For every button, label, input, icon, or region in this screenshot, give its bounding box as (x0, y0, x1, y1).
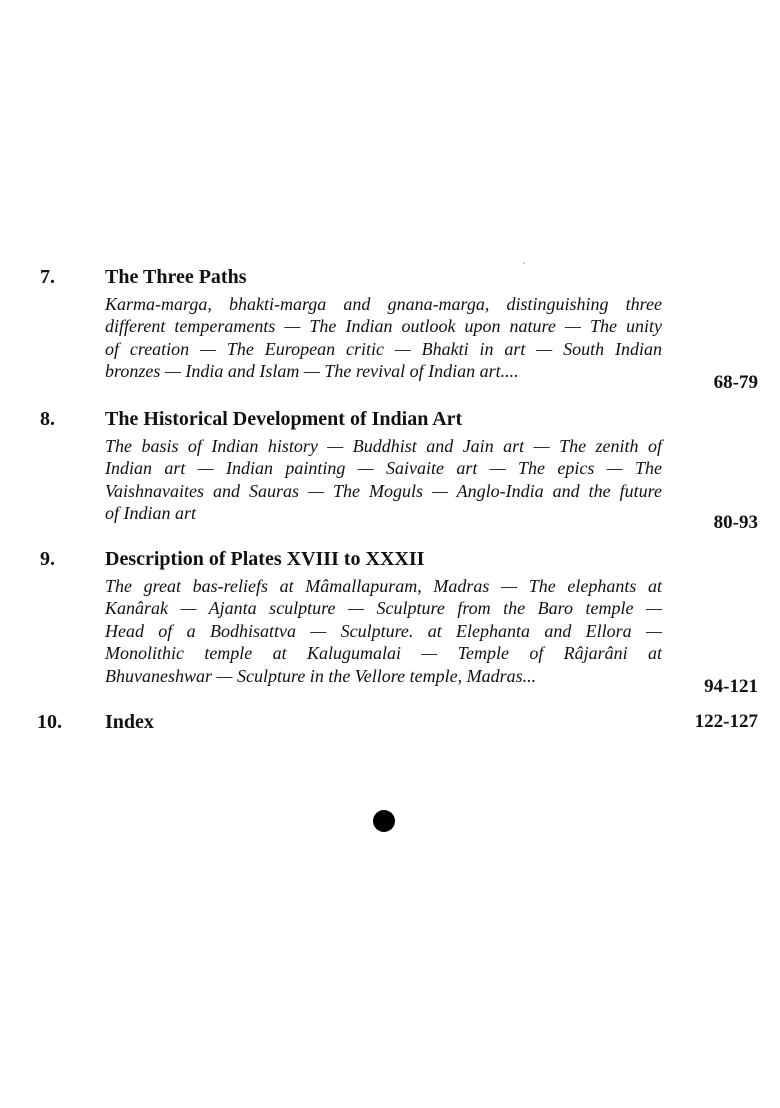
chapter-description (105, 293, 662, 383)
page-range: 68-79 (713, 372, 758, 393)
chapter-title: The Historical Development of Indian Art (105, 408, 463, 430)
description-line: different temperaments — The Indian outlook upon nature — The unity (105, 316, 662, 337)
description-line: Monolithic temple at Kalugumalai — Temple of Râjarâni at (105, 643, 662, 664)
chapter-description (105, 435, 662, 525)
description-line: bronzes — India and Islam — The revival of Indian art.... (105, 361, 519, 382)
description-line: of creation — The European critic — Bhakti in art — South Indian (105, 338, 662, 359)
description-line: of Indian art (105, 503, 197, 524)
description-line: The great bas-reliefs at Mâmallapuram, Madras — The elephants at (105, 576, 662, 596)
chapter-title: Index (105, 711, 154, 733)
chapter-number: 8. (40, 408, 55, 430)
description-line: Head of a Bodhisattva — Sculpture. at Elephanta and Ellora — (105, 620, 662, 641)
bullet-ornament (373, 810, 395, 832)
description-line: Karma-marga, bhakti-marga and gnana-marga, distinguishing three (105, 294, 662, 314)
chapter-number: 9. (40, 548, 55, 570)
chapter-description (105, 575, 662, 687)
description-line: Kanârak — Ajanta sculpture — Sculpture from the Baro temple — (105, 598, 662, 619)
paper-speck (523, 262, 525, 264)
description-line: The basis of Indian history — Buddhist and Jain art — The zenith of (105, 436, 662, 456)
description-line: Bhuvaneshwar — Sculpture in the Vellore temple, Madras... (105, 665, 537, 686)
page-range: 94-121 (704, 676, 758, 697)
chapter-title: Description of Plates XVIII to XXXII (105, 548, 425, 570)
description-line: Indian art — Indian painting — Saivaite art — The epics — The (105, 458, 662, 479)
chapter-number: 10. (37, 711, 62, 733)
chapter-number: 7. (40, 266, 55, 288)
page-range: 122-127 (694, 711, 758, 732)
description-line: Vaishnavaites and Sauras — The Moguls — Anglo-India and the future (105, 480, 662, 501)
chapter-title: The Three Paths (105, 266, 247, 288)
page-range: 80-93 (713, 512, 758, 533)
